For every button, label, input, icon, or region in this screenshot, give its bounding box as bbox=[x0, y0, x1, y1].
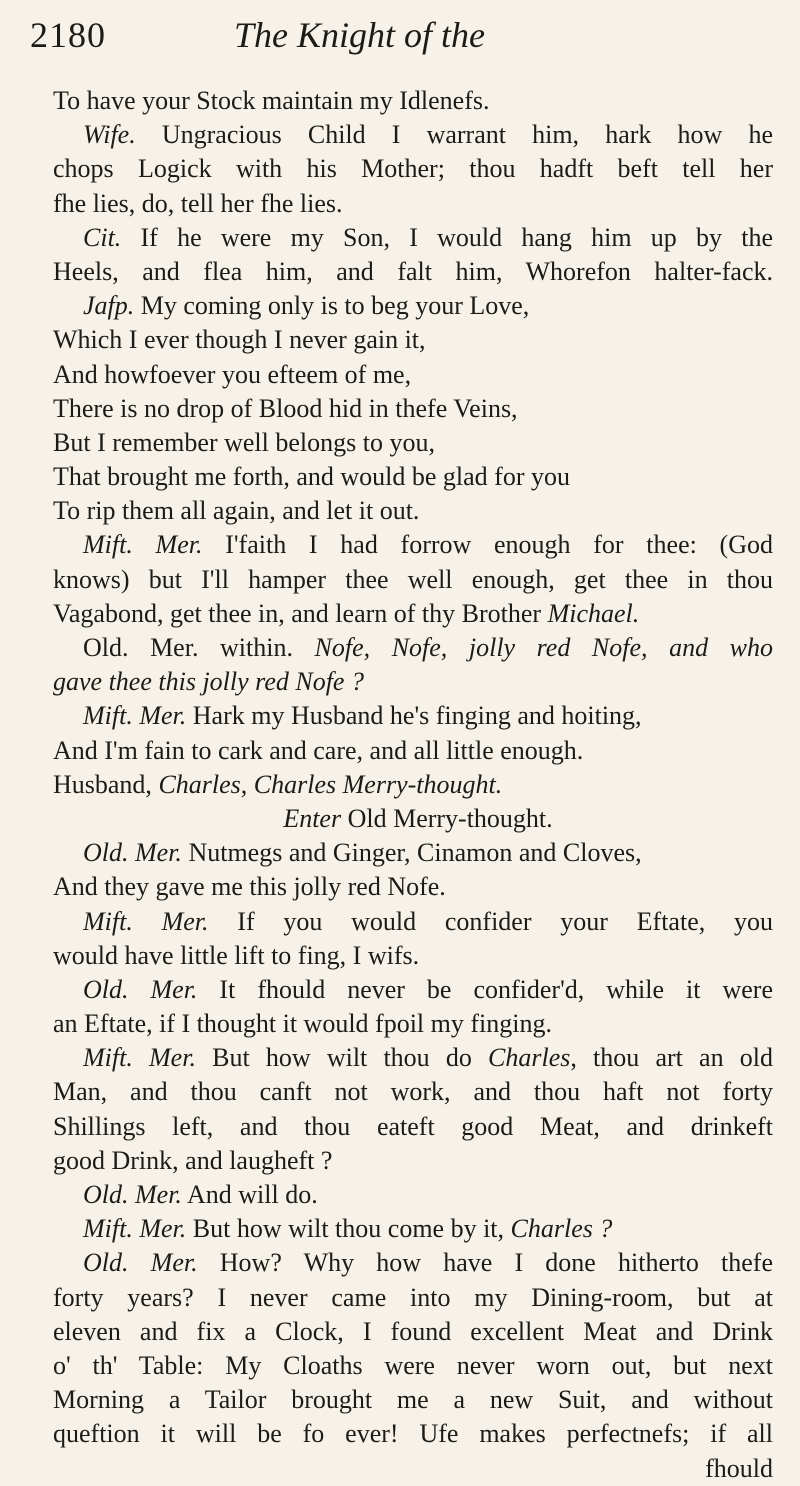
text-line: Wife. Ungracious Child I warrant him, hark how he bbox=[83, 120, 773, 150]
text-line: gave thee this jolly red Nofe ? bbox=[53, 667, 364, 697]
text-line: Old. Mer. It fhould never be confider'd, while it were bbox=[83, 974, 773, 1004]
text-line: Shillings left, and thou eateft good Meat, and drinkeft bbox=[53, 1111, 773, 1141]
text-line: And howfoever you efteem of me, bbox=[53, 359, 412, 389]
text-line: would have little lift to fing, I wifs. bbox=[53, 940, 420, 970]
text-line: Vagabond, get thee in, and learn of thy Brother Michael. bbox=[53, 598, 640, 628]
text-line: That brought me forth, and would be glad for you bbox=[53, 462, 570, 492]
text-line: To rip them all again, and let it out. bbox=[53, 496, 420, 526]
text-line: knows) but I'll hamper thee well enough, get thee in thou bbox=[53, 564, 773, 594]
text-line: fhould bbox=[705, 1453, 773, 1483]
text-line: Man, and thou canft not work, and thou haft not forty bbox=[53, 1077, 773, 1107]
text-line: eleven and fix a Clock, I found excellent Meat and Drink bbox=[53, 1316, 773, 1346]
body-text bbox=[53, 84, 773, 1486]
text-line: Cit. If he were my Son, I would hang him up by the bbox=[83, 222, 773, 252]
text-line: Husband, Charles, Charles Merry-thought. bbox=[53, 769, 503, 799]
text-line: But I remember well belongs to you, bbox=[53, 427, 435, 457]
text-line: o' th' Table: My Cloaths were never worn out, but next bbox=[53, 1350, 773, 1380]
text-line: And I'm fain to cark and care, and all little enough. bbox=[53, 735, 584, 765]
text-line: There is no drop of Blood hid in thefe Veins, bbox=[53, 393, 518, 423]
text-line: Enter Old Merry-thought. bbox=[283, 803, 553, 833]
text-line: To have your Stock maintain my Idlenefs. bbox=[53, 86, 490, 115]
text-line: fhe lies, do, tell her fhe lies. bbox=[53, 188, 343, 218]
text-line: chops Logick with his Mother; thou hadft beft tell her bbox=[53, 154, 773, 184]
running-head: The Knight of the bbox=[234, 15, 485, 55]
text-line: queftion it will be fo ever! Ufe makes perfectnefs; if all bbox=[53, 1419, 773, 1449]
text-line: good Drink, and laugheft ? bbox=[53, 1145, 333, 1175]
text-line: Mift. Mer. If you would confider your Eftate, you bbox=[83, 906, 773, 936]
text-line: Mift. Mer. But how wilt thou come by it, Charles ? bbox=[83, 1214, 613, 1244]
text-line: Heels, and flea him, and falt him, Whorefon halter-fack. bbox=[53, 256, 773, 286]
text-line: Mift. Mer. Hark my Husband he's finging and hoiting, bbox=[83, 701, 642, 731]
text-line: Old. Mer. Nutmegs and Ginger, Cinamon and Cloves, bbox=[83, 838, 642, 868]
text-line: Which I ever though I never gain it, bbox=[53, 325, 426, 355]
text-line: Mift. Mer. But how wilt thou do Charles, thou art an old bbox=[83, 1043, 773, 1073]
page-number: 2180 bbox=[30, 15, 106, 55]
page-header bbox=[30, 14, 770, 74]
text-line: Morning a Tailor brought me a new Suit, and without bbox=[53, 1385, 773, 1415]
text-line: Jafp. My coming only is to beg your Love, bbox=[83, 291, 530, 321]
text-line: Mift. Mer. I'faith I had forrow enough for thee: (God bbox=[83, 530, 773, 560]
text-line: Old. Mer. And will do. bbox=[83, 1180, 318, 1209]
text-line: Old. Mer. How? Why how have I done hitherto thefe bbox=[83, 1248, 773, 1278]
text-line: forty years? I never came into my Dining-room, but at bbox=[53, 1282, 773, 1312]
text-line: Old. Mer. within. Nofe, Nofe, jolly red Nofe, and who bbox=[83, 633, 773, 662]
text-line: And they gave me this jolly red Nofe. bbox=[53, 872, 446, 902]
text-line: an Eftate, if I thought it would fpoil my finging. bbox=[53, 1009, 552, 1039]
